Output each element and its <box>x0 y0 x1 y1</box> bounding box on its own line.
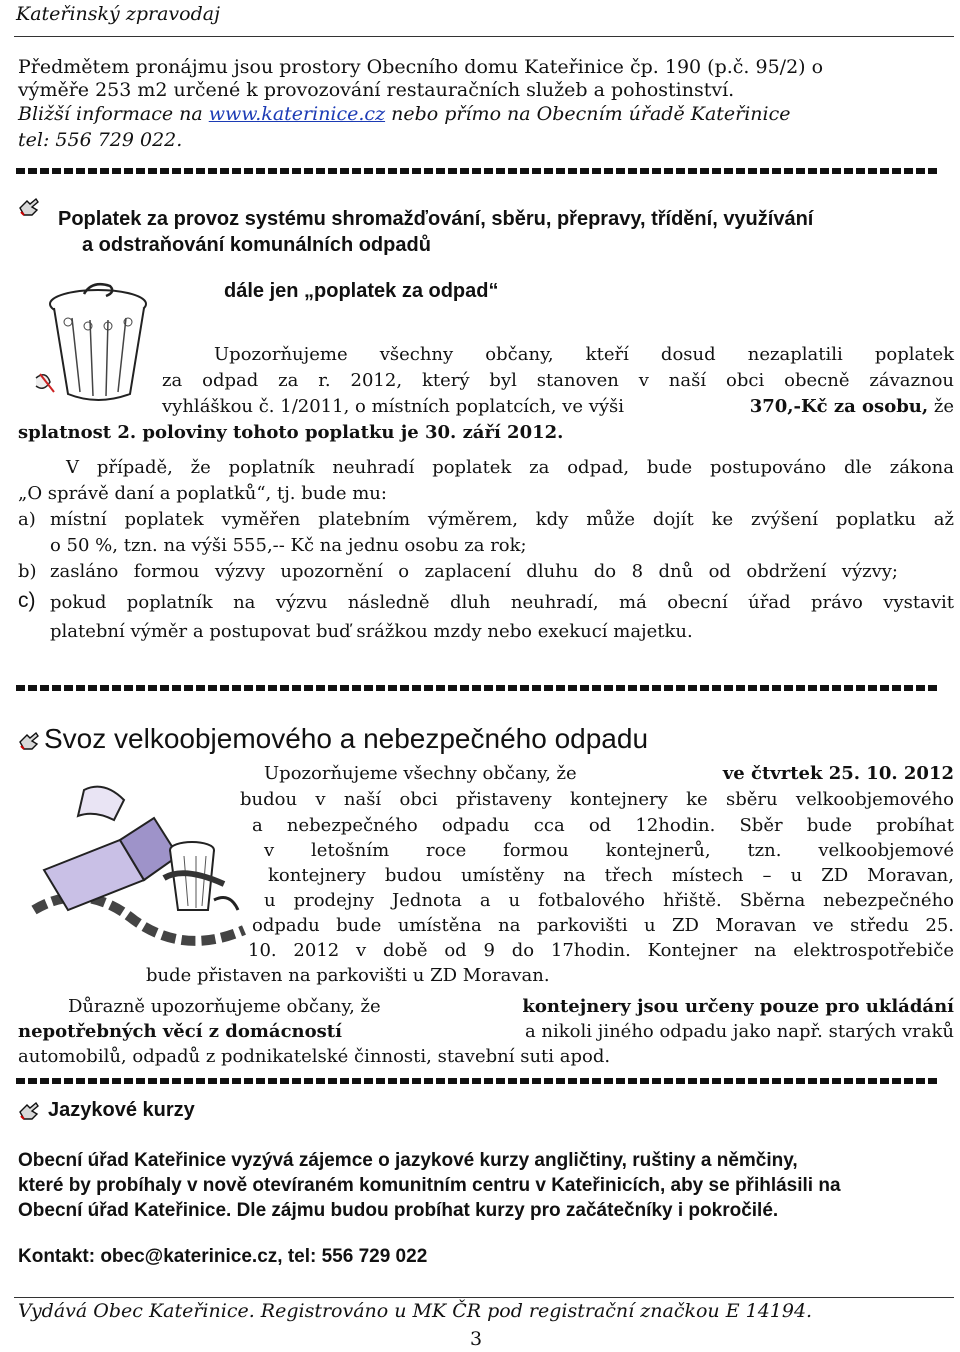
footer-rule <box>14 1297 954 1298</box>
warning-emphasis: kontejnery jsou určeny pouze pro ukládání <box>522 996 954 1017</box>
bulky-line: bude přistaven na parkovišti u ZD Moravan. <box>146 965 550 986</box>
page-number: 3 <box>470 1328 483 1350</box>
bulky-line: budou v naší obci přistaveny kontejnery ke sběru velkoobjemového <box>240 789 954 810</box>
bulky-line: kontejnery budou umístěny na třech místech – u ZD Moravan, <box>268 865 954 886</box>
courses-contact: Kontakt: obec@katerinice.cz, tel: 556 729 022 <box>18 1246 428 1267</box>
bulky-line: 10. 2012 v době od 9 do 17hodin. Kontejner na elektrospotřebiče <box>248 940 954 961</box>
penalty-item-c-cont: platební výměr a postupovat buď srážkou mzdy nebo exekucí majetku. <box>50 621 693 642</box>
header-rule <box>14 36 954 37</box>
fee-due-date: splatnost 2. poloviny tohoto poplatku je 30. září 2012. <box>18 422 564 443</box>
lease-notice <box>18 54 938 153</box>
warning-text: a nikoli jiného odpadu jako např. starých vraků <box>524 1021 954 1042</box>
lease-phone: tel: 556 729 022. <box>18 129 183 151</box>
waste-pile-illustration <box>24 760 250 960</box>
penalty-line: V případě, že poplatník neuhradí poplatek za odpad, bude postupováno dle zákona <box>66 457 954 478</box>
fee-paragraph-line <box>162 394 954 420</box>
fee-amount: 370,-Kč za osobu, <box>749 396 929 417</box>
list-marker: b) <box>18 561 37 582</box>
fee-paragraph-line: Upozorňujeme všechny občany, kteří dosud nezaplatili poplatek <box>214 344 954 365</box>
section-divider <box>16 685 938 691</box>
bulky-waste-heading: Svoz velkoobjemového a nebezpečného odpadu <box>44 723 649 754</box>
warning-line: automobilů, odpadů z podnikatelské činnosti, stavební suti apod. <box>18 1046 611 1067</box>
warning-line <box>68 994 954 1020</box>
lease-info-line <box>18 101 938 127</box>
penalty-item-b: zasláno formou výzvy upozornění o zaplacení dluhu do 8 dnů od obdržení výzvy; <box>50 561 898 582</box>
pointing-hand-icon <box>18 730 40 752</box>
lease-line: Předmětem pronájmu jsou prostory Obecního domu Kateřinice čp. 190 (p.č. 95/2) o <box>18 56 824 78</box>
waste-fee-heading-1: Poplatek za provoz systému shromažďování, sběru, přepravy, třídění, využívání <box>58 208 814 230</box>
penalty-line: „O správě daní a poplatků“, tj. bude mu: <box>18 483 387 504</box>
website-link[interactable]: www.katerinice.cz <box>208 103 386 125</box>
courses-heading: Jazykové kurzy <box>48 1099 195 1121</box>
courses-line: Obecní úřad Kateřinice. Dle zájmu budou probíhat kurzy pro začátečníky i pokročilé. <box>18 1200 779 1221</box>
footer-publisher: Vydává Obec Kateřinice. Registrováno u MK ČR pod registrační značkou E 14194. <box>18 1300 813 1322</box>
trash-can-icon <box>32 274 162 412</box>
bulky-line <box>264 761 954 787</box>
collection-date: ve čtvrtek 25. 10. 2012 <box>722 763 954 784</box>
pointing-hand-icon <box>18 196 40 218</box>
list-marker: a) <box>18 509 36 530</box>
penalty-item-a: místní poplatek vyměřen platebním výměrem, kdy může dojít ke zvýšení poplatku až <box>50 509 954 530</box>
courses-text <box>18 1148 841 1223</box>
penalty-item-c: pokud poplatník na výzvu následně dluh neuhradí, má obecní úřad právo vystavit <box>50 592 954 613</box>
courses-line: Obecní úřad Kateřinice vyzývá zájemce o jazykové kurzy angličtiny, ruštiny a němčiny, <box>18 1150 798 1171</box>
courses-line: které by probíhaly v nově otevíraném komunitním centru v Kateřinicích, aby se přihlásili na <box>18 1175 841 1196</box>
bulky-line: a nebezpečného odpadu cca od 12hodin. Sběr bude probíhat <box>252 815 954 836</box>
warning-emphasis: nepotřebných věcí z domácností <box>18 1021 342 1042</box>
section-divider <box>16 1078 938 1084</box>
fee-paragraph-line: za odpad za r. 2012, který byl stanoven v naší obci obecně závaznou <box>162 370 954 391</box>
bulky-line: u prodejny Jednota a u fotbalového hřiště. Sběrna nebezpečného <box>264 890 954 911</box>
lease-line: výměře 253 m2 určené k provozování restauračních služeb a pohostinství. <box>18 79 735 101</box>
waste-fee-subheading: dále jen „poplatek za odpad“ <box>224 280 499 302</box>
newsletter-title: Kateřinský zpravodaj <box>16 3 220 25</box>
waste-fee-heading-2: a odstraňování komunálních odpadů <box>82 234 431 256</box>
list-marker: c) <box>18 589 36 612</box>
bulky-line: v letošním roce formou kontejnerů, tzn. velkoobjemové <box>264 840 954 861</box>
lease-info-post: nebo přímo na Obecním úřadě Kateřinice <box>385 103 791 125</box>
fee-text: že <box>928 396 954 417</box>
pointing-hand-icon <box>18 1100 40 1122</box>
lease-info-pre: Bližší informace na <box>18 103 209 125</box>
fee-text: vyhláškou č. 1/2011, o místních poplatcích, ve výši <box>162 396 625 417</box>
bulky-text: Upozorňujeme všechny občany, že <box>264 763 577 784</box>
section-divider <box>16 168 938 174</box>
bulky-line: odpadu bude umístěna na parkovišti u ZD Moravan ve středu 25. <box>252 915 954 936</box>
warning-line <box>18 1019 954 1045</box>
penalty-item-a-cont: o 50 %, tzn. na výši 555,-- Kč na jednu osobu za rok; <box>50 535 527 556</box>
warning-text: Důrazně upozorňujeme občany, že <box>68 996 381 1017</box>
